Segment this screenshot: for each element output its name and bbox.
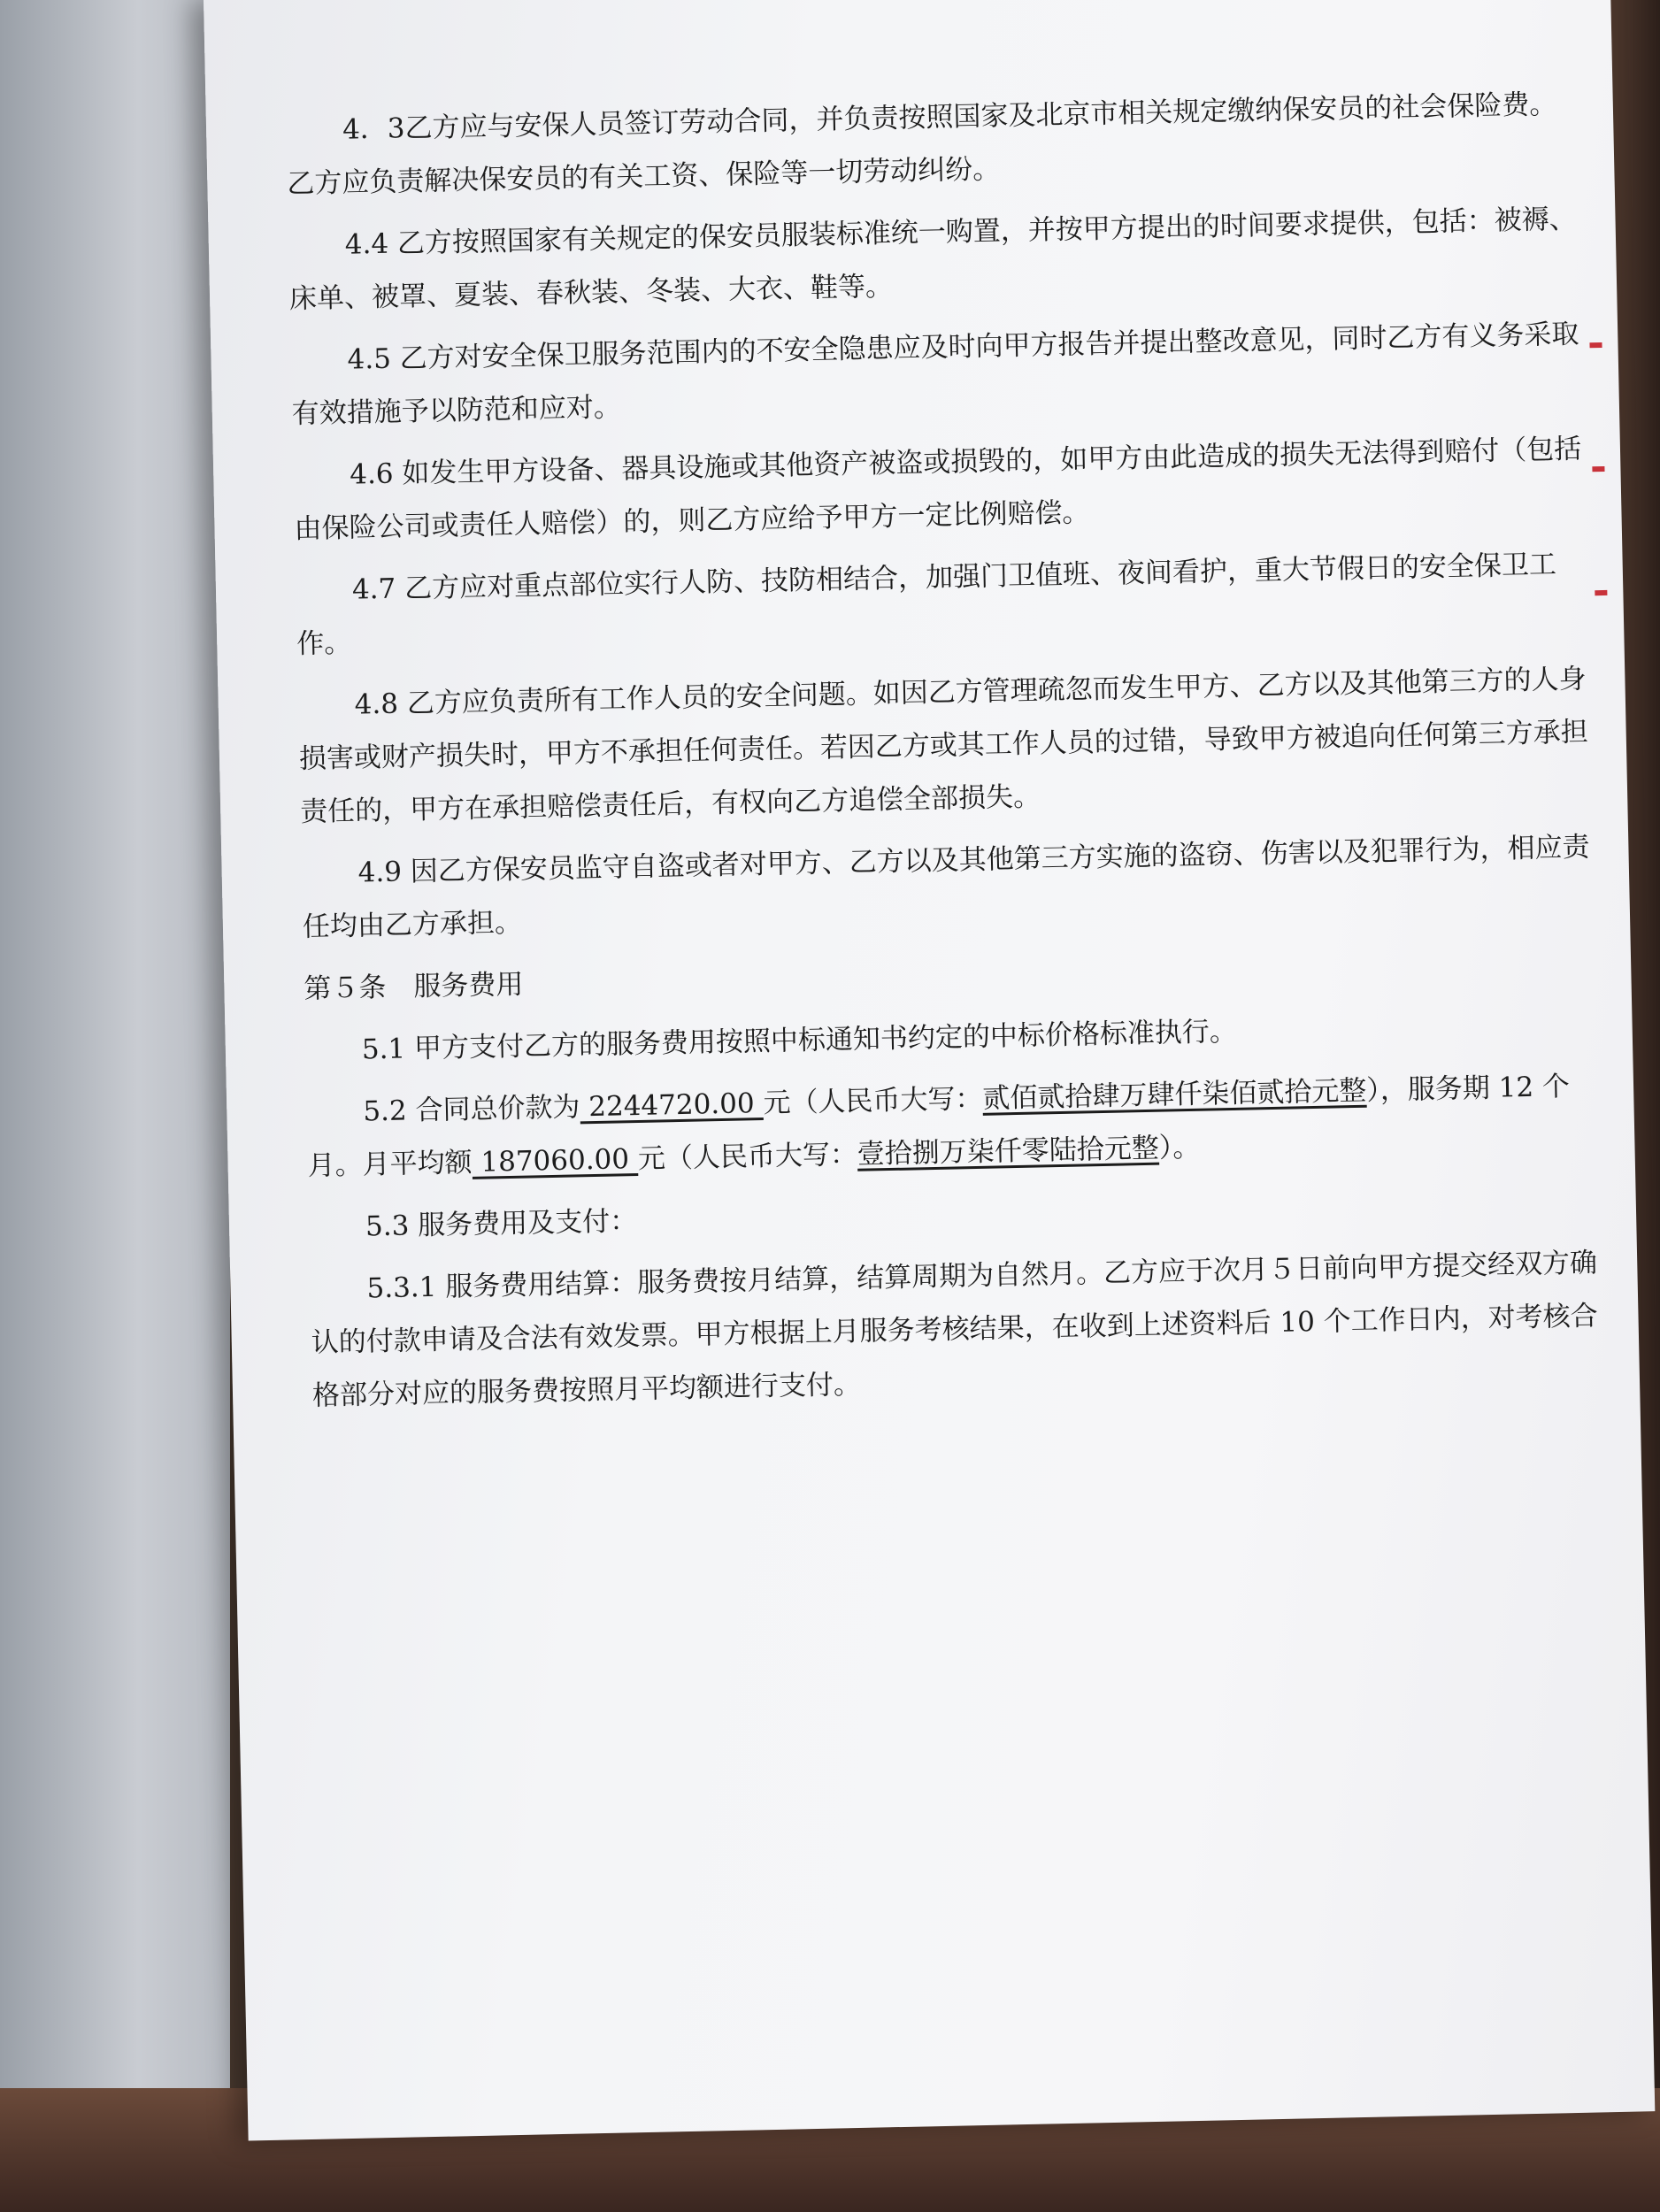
clause-4-9: 4.9 因乙方保安员监守自盗或者对甲方、乙方以及其他第三方实施的盗窃、伤害以及犯罪行为，相应责任均由乙方承担。 bbox=[302, 831, 1590, 943]
clause-4-3: 4．3乙方应与安保人员签订劳动合同，并负责按照国家及北京市相关规定缴纳保安员的社会保险费。乙方应负责解决保安员的有关工资、保险等一切劳动纠纷。 bbox=[287, 88, 1557, 201]
clause-4-7: 4.7 乙方应对重点部位实行人防、技防相结合，加强门卫值班、夜间看护，重大节假日的安全保卫工作。 bbox=[296, 549, 1557, 660]
contract-page bbox=[204, 0, 1655, 2140]
clause-4-4: 4.4 乙方按照国家有关规定的保安员服装标准统一购置，并按甲方提出的时间要求提供，包括：被褥、床单、被罩、夏装、春秋装、冬装、大衣、鞋等。 bbox=[288, 203, 1578, 316]
clause-5-3: 5.3 服务费用及支付： bbox=[365, 1205, 638, 1243]
total-price-chinese: 贰佰贰拾肆万肆仟柒佰贰拾元整 bbox=[982, 1074, 1367, 1115]
binding-mark bbox=[1589, 342, 1602, 348]
monthly-amount-chinese: 壹拾捌万柒仟零陆拾元整 bbox=[857, 1132, 1160, 1171]
clause-4-6: 4.6 如发生甲方设备、器具设施或其他资产被盗或损毁的，如甲方由此造成的损失无法得到赔付（包括由保险公司或责任人赔偿）的，则乙方应给予甲方一定比例赔偿。 bbox=[294, 433, 1582, 545]
clause-5-2-text: ），服务期 12 个月。月平均额 bbox=[307, 1070, 1571, 1182]
clause-5-2 bbox=[306, 1059, 1600, 1193]
clause-5-2-text: ）。 bbox=[1158, 1131, 1201, 1164]
document-body bbox=[285, 78, 1604, 1423]
clause-4-5: 4.5 乙方对安全保卫服务范围内的不安全隐患应及时向甲方报告并提出整改意见，同时乙方有义务采取有效措施予以防范和应对。 bbox=[291, 318, 1579, 431]
underlying-page bbox=[0, 0, 230, 2159]
clause-5-2-text: 元（人民币大写： bbox=[763, 1082, 983, 1120]
clause-5-3-1: 5.3.1 服务费用结算：服务费按月结算，结算周期为自然月。乙方应于次月５日前向甲方提交经双方确认的付款申请及合法有效发票。甲方根据上月服务考核结果，在收到上述资料后 10 个工作日内，对考核合格部分对应的服务费按照月平均额进行支付。 bbox=[311, 1247, 1599, 1412]
binding-mark bbox=[1592, 466, 1604, 472]
clause-5-1: 5.1 甲方支付乙方的服务费用按照中标通知书约定的中标价格标准执行。 bbox=[361, 1015, 1238, 1066]
clause-5-2-text: 元（人民币大写： bbox=[637, 1138, 858, 1176]
clause-4-8: 4.8 乙方应负责所有工作人员的安全问题。如因乙方管理疏忽而发生甲方、乙方以及其他第三方的人身损害或财产损失时，甲方不承担任何责任。若因乙方或其工作人员的过错，导致甲方被追向任何第三方承担责任的，甲方在承担赔偿责任后，有权向乙方追偿全部损失。 bbox=[298, 663, 1589, 828]
clause-5-2-text: 5.2 合同总价款为 bbox=[362, 1091, 580, 1128]
total-price-amount: 2244720.00 bbox=[580, 1087, 764, 1124]
monthly-amount: 187060.00 bbox=[472, 1143, 639, 1179]
section-5-heading: 第５条 服务费用 bbox=[304, 968, 524, 1005]
binding-mark bbox=[1595, 590, 1607, 595]
